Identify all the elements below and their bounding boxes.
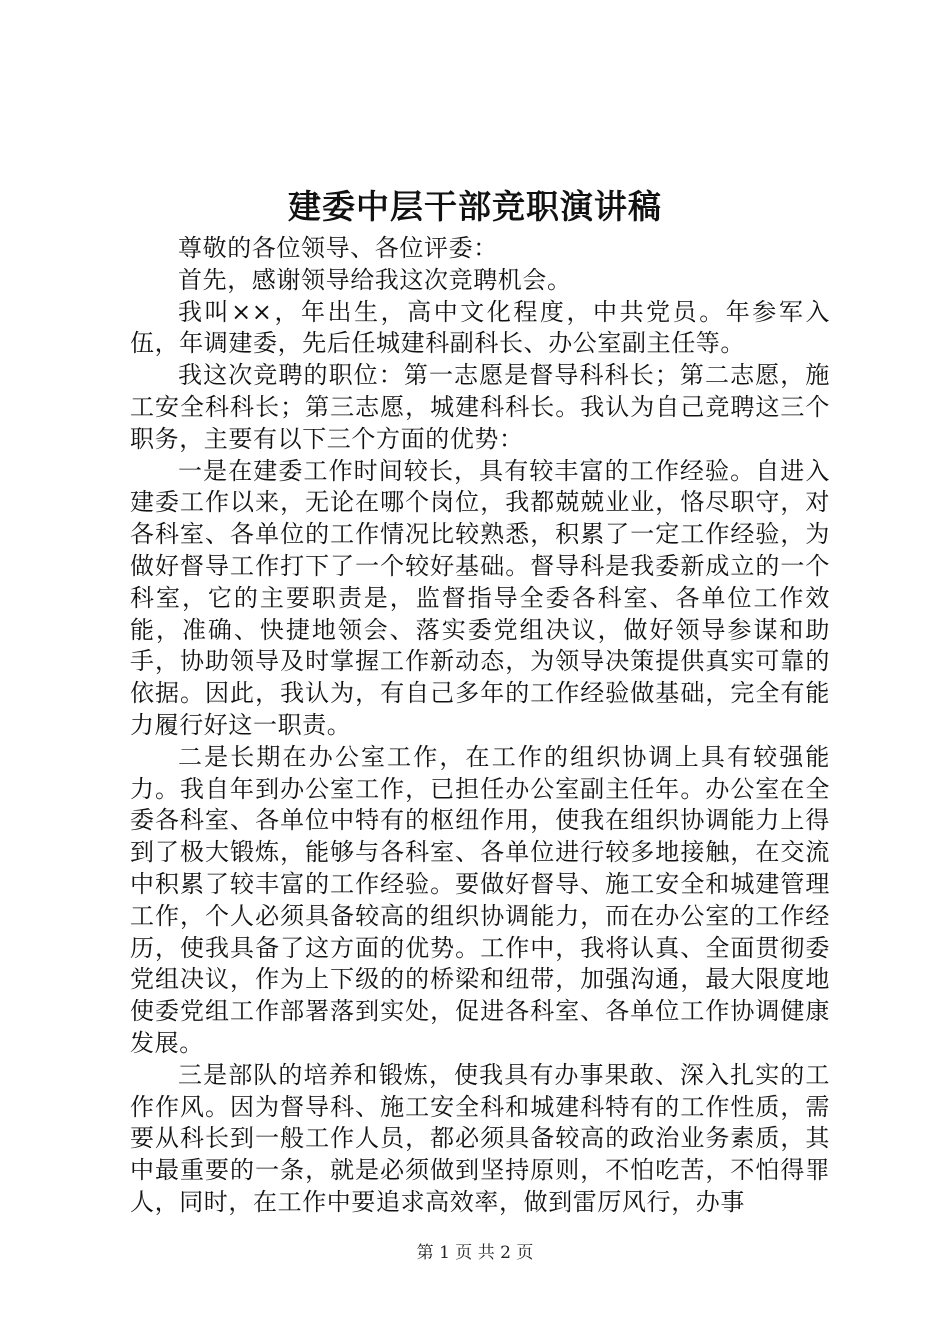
document-body [130,233,830,1219]
page-footer: 第 1 页 共 2 页 [416,1243,534,1263]
paragraph-self-introduction: 我叫××，年出生，高中文化程度，中共党员。年参军入伍，年调建委，先后任城建科副科长、办公室副主任等。 [130,297,830,358]
document-title: 建委中层干部竞职演讲稿 [288,187,662,226]
paragraph-positions: 我这次竞聘的职位：第一志愿是督导科科长；第二志愿，施工安全科科长；第三志愿，城建科科长。我认为自己竞聘这三个职务，主要有以下三个方面的优势： [130,361,830,453]
paragraph-advantage-two: 二是长期在办公室工作，在工作的组织协调上具有较强能力。我自年到办公室工作，已担任办公室副主任年。办公室在全委各科室、各单位中特有的枢纽作用，使我在组织协调能力上得到了极大锻炼，能够与各科室、各单位进行较多地接触，在交流中积累了较丰富的工作经验。要做好督导、施工安全和城建管理工作，个人必须具备较高的组织协调能力，而在办公室的工作经历，使我具备了这方面的优势。工作中，我将认真、全面贯彻委党组决议，作为上下级的的桥梁和纽带，加强沟通，最大限度地使委党组工作部署落到实处，促进各科室、各单位工作协调健康发展。 [130,742,830,1057]
paragraph-advantage-three: 三是部队的培养和锻炼，使我具有办事果敢、深入扎实的工作作风。因为督导科、施工安全科和城建科特有的工作性质，需要从科长到一般工作人员，都必须具备较高的政治业务素质，其中最重要的一条，就是必须做到坚持原则，不怕吃苦，不怕得罪人，同时，在工作中要追求高效率，做到雷厉风行，办事 [130,1060,830,1216]
paragraph-salutation: 尊敬的各位领导、各位评委： [178,234,498,262]
paragraph-thanks: 首先，感谢领导给我这次竞聘机会。 [178,265,572,294]
paragraph-advantage-one: 一是在建委工作时间较长，具有较丰富的工作经验。自进入建委工作以来，无论在哪个岗位，我都兢兢业业，恪尽职守，对各科室、各单位的工作情况比较熟悉，积累了一定工作经验，为做好督导工作打下了一个较好基础。督导科是我委新成立的一个科室，它的主要职责是，监督指导全委各科室、各单位工作效能，准确、快捷地领会、落实委党组决议，做好领导参谋和助手，协助领导及时掌握工作新动态，为领导决策提供真实可靠的依据。因此，我认为，有自己多年的工作经验做基础，完全有能力履行好这一职责。 [130,456,830,739]
